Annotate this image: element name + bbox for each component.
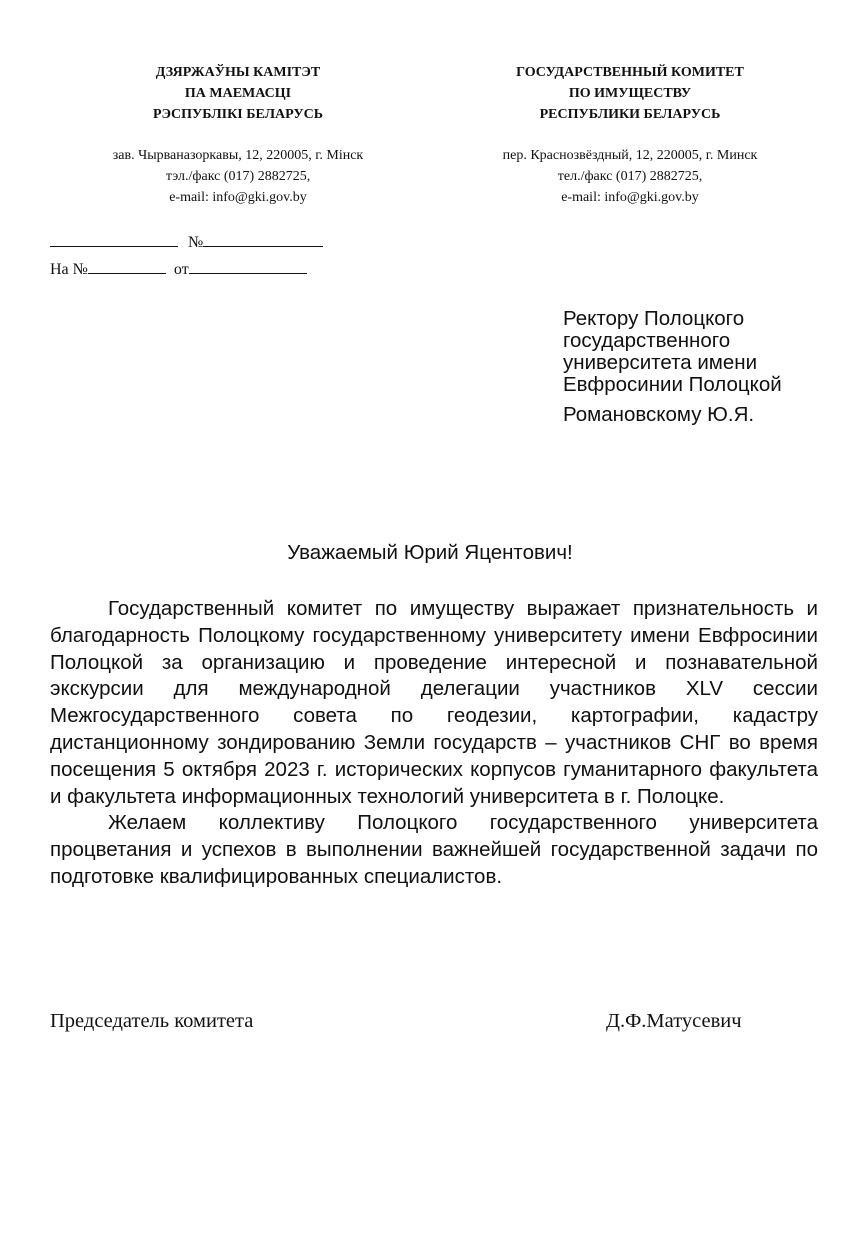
reference-number-field — [50, 257, 307, 281]
org-name-line: ДЗЯРЖАЎНЫ КАМІТЭТ — [155, 65, 321, 80]
body-paragraph: Желаем коллективу Полоцкого государственного университета процветания и успехов в выполнении важнейшей государственной задачи по подготовке квалифицированных специалистов. — [50, 811, 818, 888]
org-name-line: РЕСПУБЛИКИ БЕЛАРУСЬ — [539, 107, 721, 122]
phone-line: тэл./факс (017) 2882725, — [165, 169, 311, 184]
addressee-line: Евфросинии Полоцкой — [563, 373, 782, 396]
date-blank — [50, 230, 178, 247]
number-sign: № — [188, 234, 204, 251]
address-line: пер. Краснозвёздный, 12, 220005, г. Минск — [502, 148, 758, 163]
org-name-line: ПО ИМУЩЕСТВУ — [568, 86, 692, 101]
addressee-name: Романовскому Ю.Я. — [563, 403, 755, 426]
reference-date-blank — [189, 257, 307, 274]
org-name-line: ПА МАЕМАСЦІ — [184, 86, 292, 101]
email-line: e-mail: info@gki.gov.by — [561, 190, 699, 205]
letterhead-belarusian — [88, 62, 388, 208]
outgoing-number-field — [50, 230, 323, 254]
letterhead-russian — [470, 62, 790, 208]
org-address — [470, 145, 790, 208]
addressee-line: Ректору Полоцкого — [563, 307, 745, 330]
addressee-line: государственного — [563, 329, 731, 352]
reference-label: На № — [50, 261, 88, 278]
org-name-line: ГОСУДАРСТВЕННЫЙ КОМИТЕТ — [516, 65, 744, 80]
salutation: Уважаемый Юрий Яцентович! — [287, 541, 573, 564]
letter-body — [50, 596, 818, 891]
from-label: от — [173, 261, 189, 278]
signatory-title: Председатель комитета — [50, 1010, 254, 1032]
email-line: e-mail: info@gki.gov.by — [169, 190, 307, 205]
org-address — [88, 145, 388, 208]
phone-line: тел./факс (017) 2882725, — [557, 169, 703, 184]
addressee-block — [563, 308, 782, 426]
signatory-name: Д.Ф.Матусевич — [606, 1010, 742, 1032]
org-name-line: РЭСПУБЛІКІ БЕЛАРУСЬ — [152, 107, 323, 122]
reference-number-blank — [88, 257, 166, 274]
addressee-line: университета имени — [563, 351, 758, 374]
number-blank — [203, 230, 323, 247]
address-line: зав. Чырваназоркавы, 12, 220005, г. Мінск — [112, 148, 364, 163]
body-paragraph: Государственный комитет по имуществу выражает признательность и благодарность Полоцкому государственному университету имени Евфросинии Полоцкой за организацию и проведение интересной и познавательной экскурсии для международной делегации участников XLV сессии Межгосударственного совета по геодезии, картографии, кадастру дистанционному зондированию Земли государств – участников СНГ во время посещения 5 октября 2023 г. исторических корпусов гуманитарного факультета и факультета информационных технологий университета в г. Полоцке. — [50, 597, 818, 808]
